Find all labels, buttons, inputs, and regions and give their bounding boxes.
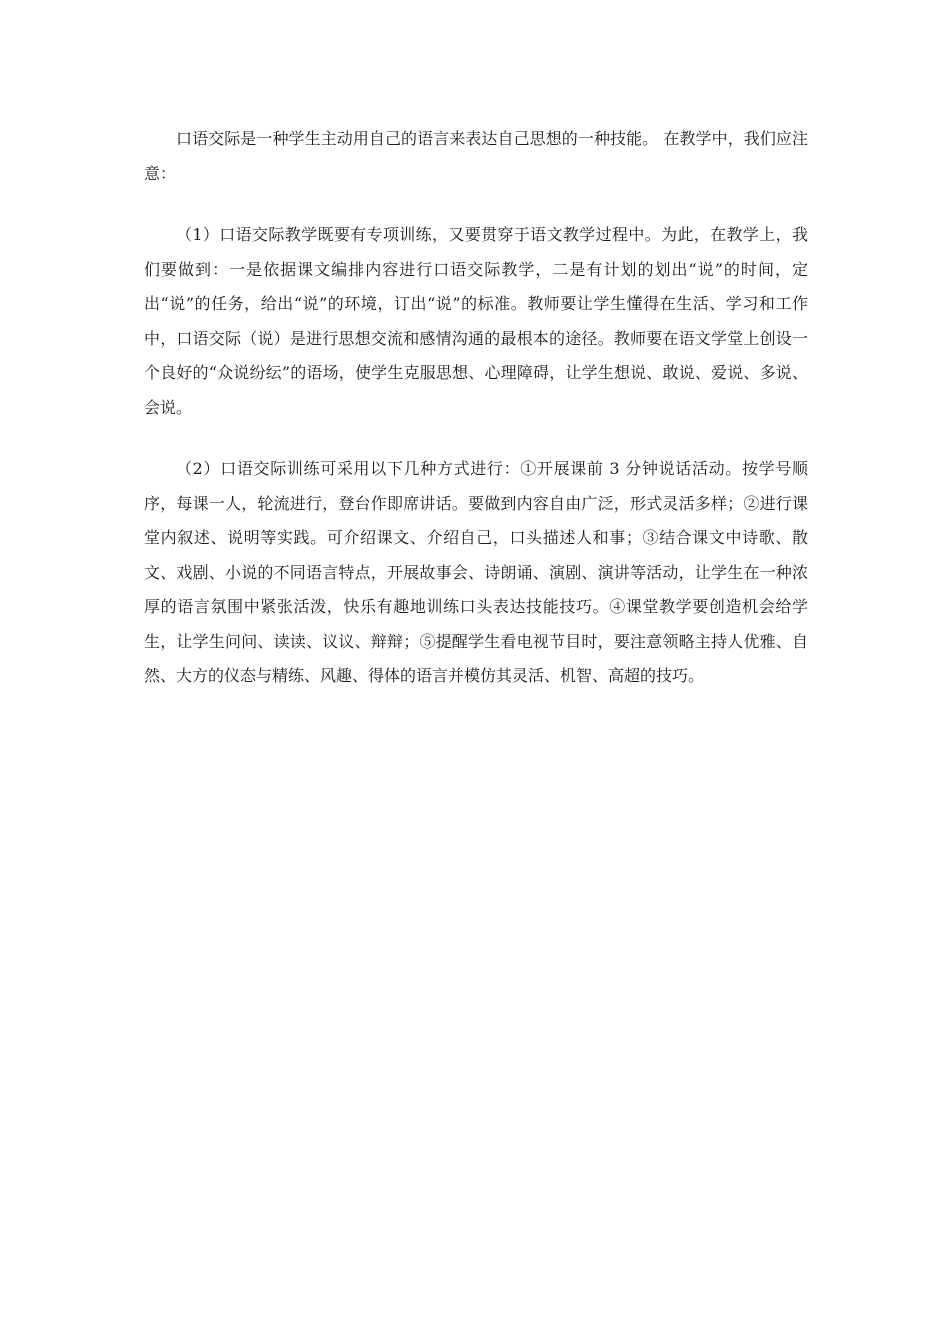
document-body (144, 122, 808, 721)
paragraph-point-2: （2）口语交际训练可采用以下几种方式进行：①开展课前 3 分钟说话活动。按学号顺序，每课一人，轮流进行，登台作即席讲话。要做到内容自由广泛，形式灵活多样；②进行课堂内叙述、说明等实践。可介绍课文、介绍自己，口头描述人和事；③结合课文中诗歌、散文、戏剧、小说的不同语言特点，开展故事会、诗朗诵、演剧、演讲等活动，让学生在一种浓厚的语言氛围中紧张活泼，快乐有趣地训练口头表达技能技巧。④课堂教学要创造机会给学生，让学生问问、读读、议议、辩辩；⑤提醒学生看电视节目时，要注意领略主持人优雅、自然、大方的仪态与精练、风趣、得体的语言并模仿其灵活、机智、高超的技巧。 (144, 459, 808, 685)
paragraph-intro: 口语交际是一种学生主动用自己的语言来表达自己思想的一种技能。 在教学中，我们应注意： (144, 129, 808, 183)
paragraph-point-1: （1）口语交际教学既要有专项训练，又要贯穿于语文教学过程中。为此，在教学上，我们要做到：一是依据课文编排内容进行口语交际教学，二是有计划的划出“说”的时间，定出“说”的任务，给出“说”的环境，订出“说”的标准。教师要让学生懂得在生活、学习和工作中，口语交际（说）是进行思想交流和感情沟通的最根本的途径。教师要在语文学堂上创设一个良好的“众说纷纭”的语场，使学生克服思想、心理障碍，让学生想说、敢说、爱说、多说、会说。 (144, 225, 808, 417)
